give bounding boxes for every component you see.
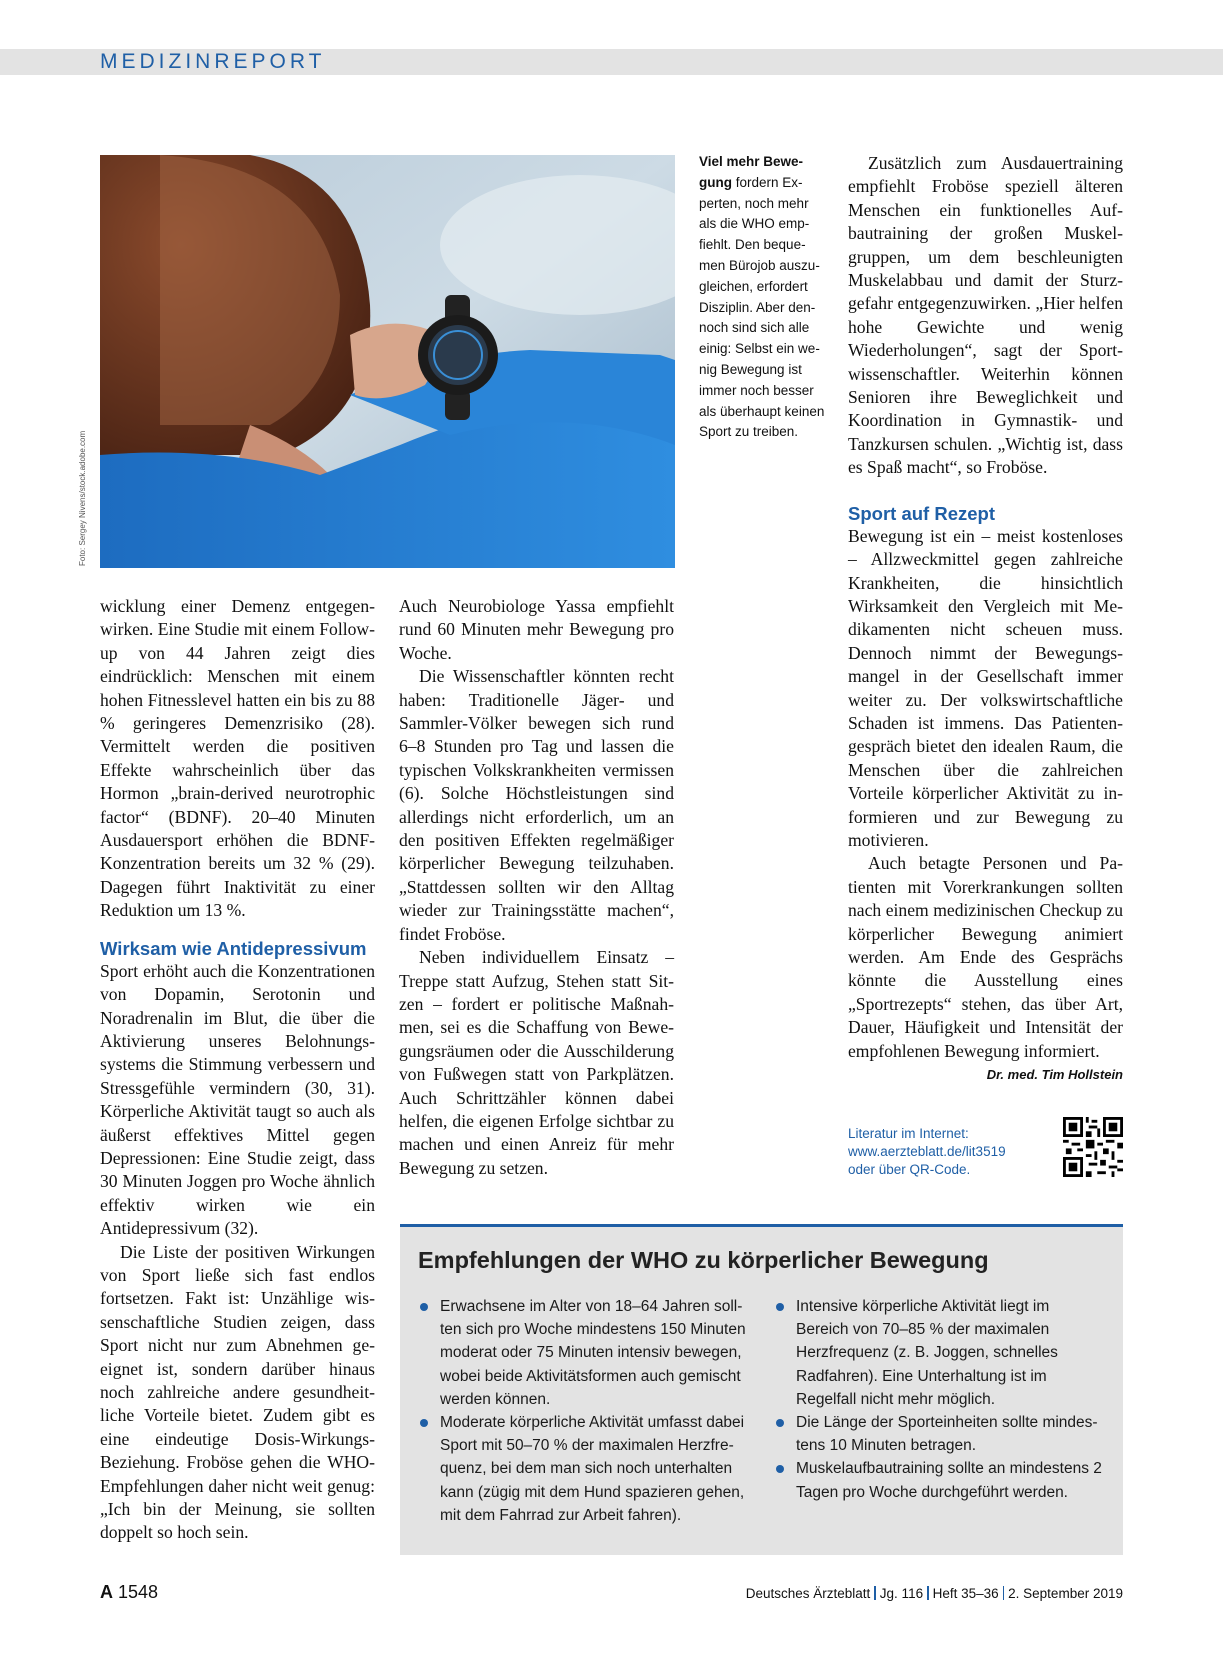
paragraph bbox=[848, 852, 1123, 1083]
photo-credit: Foto: Sergey Nivens/stock.adobe.com bbox=[78, 430, 87, 566]
bullet-icon bbox=[776, 1303, 784, 1311]
qr-code-graphic bbox=[1063, 1117, 1123, 1177]
list-item-text: Moderate körperliche Aktivität umfasst dabei Sport mit 50–70 % der maximalen Herzfrequenz, bei dem man sich noch unterhalten kann (zügig mit dem Hund spazieren gehen, mit dem Fahrrad zur Arbeit fahren). bbox=[440, 1414, 745, 1524]
separator bbox=[1003, 1586, 1005, 1600]
paragraph: Auch Neurobiologe Yassa empfiehlt rund 60 Minuten mehr Bewegung pro Woche. bbox=[399, 596, 674, 663]
author-signature: Dr. med. Tim Hollstein bbox=[986, 1067, 1123, 1083]
paragraph: Die Liste der positiven Wirkungen von Sport ließe sich fast endlos fortsetzen. Fakt ist: Unzählige wissenschaftliche Studien zeigen, dass Sport nicht nur zum Abnehmen geeignet ist, sondern darüber hinaus noch zahlreiche andere gesundheitliche Vorteile bietet. Zudem gibt es eine eindeutige Dosis-Wirkungs-Beziehung. Froböse gehen die WHO-Empfehlungen daher nicht weit genug: „Ich bin der Meinung, sie sollten doppelt so hoch sein. bbox=[100, 1241, 375, 1543]
qr-code[interactable] bbox=[1063, 1117, 1123, 1177]
box-column-left bbox=[418, 1295, 748, 1527]
separator bbox=[874, 1586, 876, 1600]
article-column-1 bbox=[100, 595, 375, 1545]
list-item-text: Muskelaufbautraining sollte an mindestens 2 Tagen pro Woche durchgeführt werden. bbox=[796, 1460, 1102, 1501]
caption-text: fordern Ex- perten, noch mehr als die WHO emp- fiehlt. Den beque- men Bürojob auszu- gleichen, erfordert Disziplin. Aber den- noch sind sich alle einig: Selbst ein we- nig Bewegung ist immer noch besser als überhaupt keinen Sport zu treiben. bbox=[699, 174, 825, 440]
literature-label: Literatur im Internet: bbox=[848, 1126, 969, 1141]
bullet-icon bbox=[420, 1419, 428, 1427]
who-recommendations-box bbox=[400, 1224, 1123, 1555]
literature-link[interactable]: www.aerzteblatt.de/lit3519 bbox=[848, 1144, 1006, 1159]
list-item bbox=[774, 1457, 1104, 1503]
paragraph: Neben individuellem Einsatz – Treppe statt Aufzug, Stehen statt Sitzen – fordert er politische Maßnahmen, sei es die Schaffung von Bewegungsräumen oder die Ausschilderung von Fußwegen statt von Parkplätzen. Auch Schrittzähler können dabei helfen, die eigenen Erfolge sichtbar zu machen und einen Anreiz für mehr Bewegung zu setzen. bbox=[399, 947, 674, 1178]
literature-qr-hint: oder über QR-Code. bbox=[848, 1162, 971, 1177]
paragraph: wicklung einer Demenz entgegenwirken. Eine Studie mit einem Follow-up von 44 Jahren zeigt dies eindrücklich: Menschen mit einem hohen Fitnesslevel hatten ein bis zu 88 % geringeres Demenzrisiko (28). Vermittelt werden die positiven Effekte wahrscheinlich über das Hormon „brain-derived neurotrophic factor“ (BDNF). 20–40 Minuten Ausdauersport erhöhen die BDNF-Konzentration bereits um 32 % (29). Dagegen führt Inaktivität zu einer Reduktion um 13 %. bbox=[100, 596, 375, 921]
photo-caption bbox=[699, 152, 829, 443]
caption-lead: Viel mehr Bewe- gung bbox=[699, 154, 804, 190]
box-column-right bbox=[774, 1295, 1104, 1504]
paragraph: Die Wissenschaftler könnten recht haben: Traditionelle Jäger- und Sammler-Völker bewegen sich rund 6–8 Stunden pro Tag und lassen die typischen Volkskrankheiten vermissen (6). Solche Höchstleistungen sind allerdings nicht erforderlich, um an den positiven Effekten regelmäßiger körperlicher Bewegung teilzuhaben. „Stattdessen sollten wir den Alltag wieder zur Trainingsstätte machen“, findet Froböse. bbox=[399, 666, 674, 944]
list-item-text: Intensive körperliche Aktivität liegt im Bereich von 70–85 % der maximalen Herzfrequenz (z. B. Joggen, schnelles Radfahren). Eine Unterhaltung ist im Regelfall nicht mehr möglich. bbox=[796, 1298, 1058, 1408]
bullet-icon bbox=[776, 1465, 784, 1473]
journal-footer bbox=[746, 1586, 1123, 1601]
journal-volume: Jg. 116 bbox=[879, 1586, 924, 1601]
page-number bbox=[100, 1582, 158, 1603]
bullet-icon bbox=[420, 1303, 428, 1311]
journal-issue: Heft 35–36 bbox=[932, 1586, 999, 1601]
article-column-3 bbox=[848, 152, 1123, 1086]
subheading: Sport auf Rezept bbox=[848, 502, 995, 524]
box-title: Empfehlungen der WHO zu körperlicher Bewegung bbox=[418, 1247, 989, 1273]
paragraph-text: Auch betagte Personen und Patienten mit Vorerkrankungen sollten nach einem medizinischen Checkup zu körperlicher Bewegung animiert werden. Am Ende des Gesprächs könnte die Ausstellung eines „Sportrezepts“ stehen, das über Art, Dauer, Häufigkeit und Intensität der empfohlenen Bewegung informiert. bbox=[848, 853, 1123, 1061]
list-item bbox=[774, 1295, 1104, 1411]
article-photo bbox=[100, 155, 675, 568]
subheading: Wirksam wie Antidepressivum bbox=[100, 937, 367, 959]
list-item bbox=[774, 1411, 1104, 1457]
literature-note bbox=[848, 1125, 1038, 1179]
separator bbox=[927, 1586, 929, 1600]
paragraph: Zusätzlich zum Ausdauertraining empfiehlt Froböse speziell älteren Menschen ein funktionelles Aufbautraining der großen Muskelgruppen, um dem beschleunigten Muskelabbau und damit der Sturzgefahr entgegenzuwirken. „Hier helfen hohe Gewichte und wenig Wiederholungen“, sagt der Sportwissenschaftler. Weiterhin können Senioren ihre Beweglichkeit und Koordination in Gymnastik- und Tanzkursen schulen. „Wichtig ist, dass es Spaß macht“, so Froböse. bbox=[848, 153, 1123, 478]
paragraph: Sport erhöht auch die Konzentrationen von Dopamin, Serotonin und Noradrenalin im Blut, die über die Aktivierung unseres Belohnungssystems die Stimmung verbessern und Stressgefühle vermindern (30, 31). Körperliche Aktivität taugt so auch als äußerst effektives Mittel gegen Depressionen: Eine Studie zeigt, dass 30 Minuten Joggen pro Woche ähnlich effektiv wirken wie ein Antidepressivum (32). bbox=[100, 960, 375, 1239]
article-column-2 bbox=[399, 595, 674, 1180]
journal-date: 2. September 2019 bbox=[1008, 1586, 1123, 1601]
section-label: MEDIZINREPORT bbox=[100, 50, 326, 73]
list-item bbox=[418, 1295, 748, 1411]
list-item-text: Die Länge der Sporteinheiten sollte mindestens 10 Minuten betragen. bbox=[796, 1414, 1098, 1455]
photo-runner-watch bbox=[100, 155, 675, 568]
journal-name: Deutsches Ärzteblatt bbox=[745, 1586, 871, 1601]
paragraph: Bewegung ist ein – meist kostenloses – Allzweckmittel gegen zahlreiche Krankheiten, die hinsichtlich Wirksamkeit den Vergleich mit Medikamenten nicht scheuen muss. Dennoch nimmt der Bewegungsmangel in der Gesellschaft immer weiter zu. Der volkswirtschaftliche Schaden ist immens. Das Patientengespräch bietet den idealen Raum, die Menschen über die zahlreichen Vorteile körperlicher Aktivität zu informieren und zur Bewegung zu motivieren. bbox=[848, 525, 1123, 850]
page-prefix: A bbox=[100, 1582, 113, 1602]
bullet-icon bbox=[776, 1419, 784, 1427]
list-item-text: Erwachsene im Alter von 18–64 Jahren sollten sich pro Woche mindestens 150 Minuten moderat oder 75 Minuten intensiv bewegen, wobei beide Aktivitätsformen auch gemischt werden können. bbox=[440, 1298, 746, 1408]
list-item bbox=[418, 1411, 748, 1527]
page-number-value: 1548 bbox=[118, 1582, 159, 1602]
